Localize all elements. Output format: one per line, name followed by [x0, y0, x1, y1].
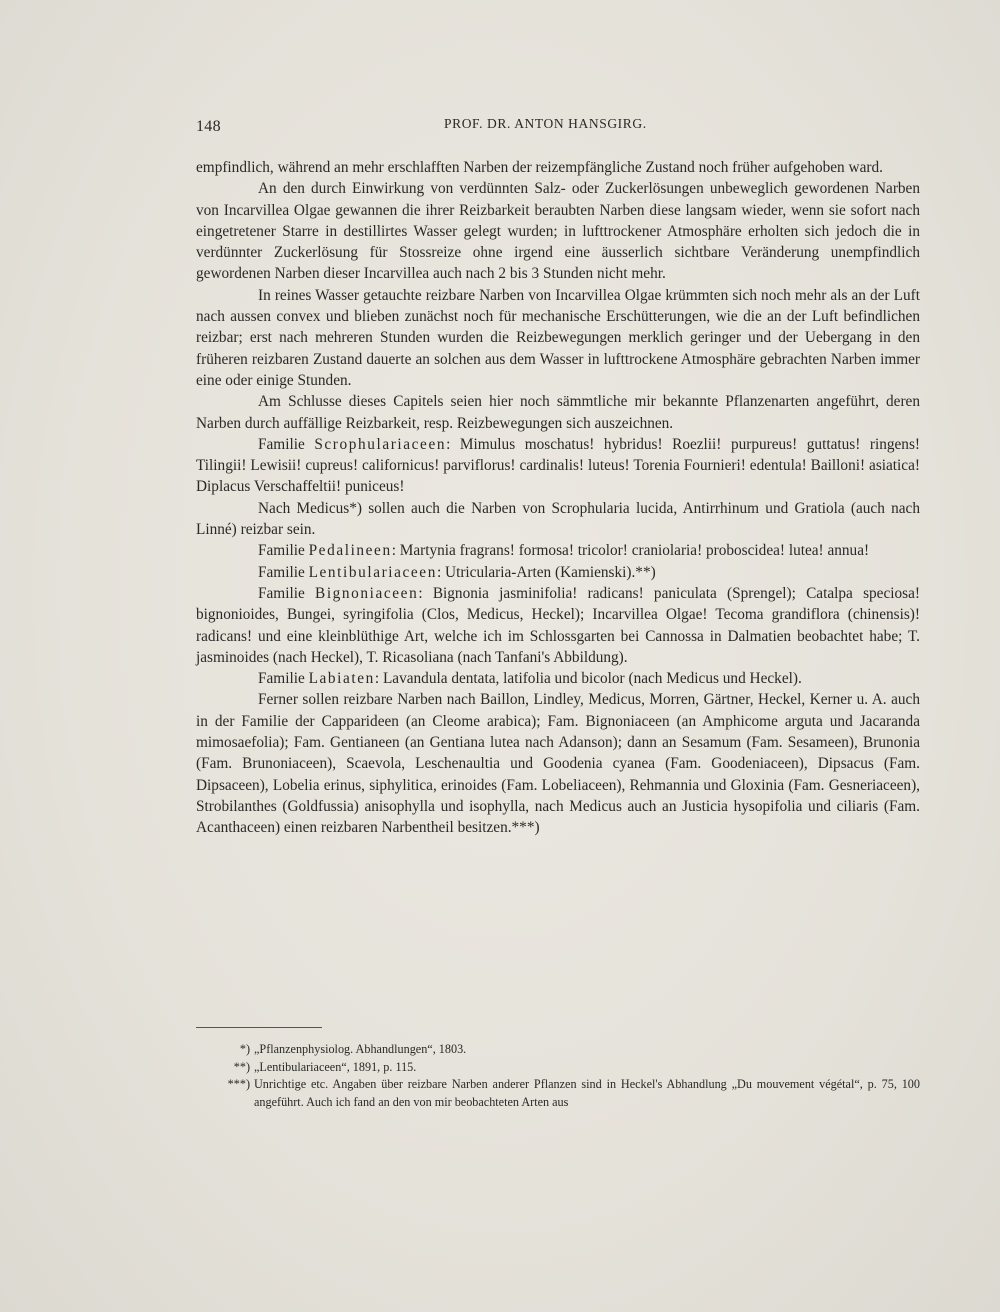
family-species: : Bignonia jasminifolia! radicans! paniculata (Sprengel); Catalpa speciosa! bignonioides, Bungei, syringifolia (Clos, Medicus, Heckel); Incarvillea Olgae! Tecoma grandiflora (chinensis)! radicans! und eine kleinblüthige Art, welche ich im Schlossgarten bei Cannossa in Dalmatien beobachtet habe; T. jasminoides (nach Heckel), T. Ricasoliana (nach Tanfani's Abbildung). [196, 584, 920, 666]
family-species: : Lavandula dentata, latifolia und bicolor (nach Medicus und Heckel). [374, 670, 802, 688]
family-entry-bignoniaceen [196, 583, 920, 668]
footnote [196, 1059, 920, 1077]
footnote-text: „Pflanzenphysiolog. Abhandlungen“, 1803. [254, 1042, 467, 1056]
paragraph: In reines Wasser getauchte reizbare Narben von Incarvillea Olgae krümmten sich noch mehr als an der Luft nach aussen convex und blieben zunächst noch für mechanische Erschütterungen, wie die an der Luft befindlichen reizbar; erst nach mehreren Stunden wurden die Reizbewegungen merklich geringer und der Uebergang in den früheren reizbaren Zustand dauerte an solchen aus dem Wasser in lufttrockene Atmosphäre gebrachten Narben immer eine oder einige Stunden. [196, 286, 920, 389]
family-name: Pedalineen [308, 542, 392, 560]
family-label: Familie [258, 670, 305, 688]
family-species: : Utricularia-Arten (Kamienski).**) [436, 563, 656, 581]
footnote [196, 1041, 920, 1059]
running-head: PROF. DR. ANTON HANSGIRG. [444, 116, 647, 131]
footnote-text: „Lentibulariaceen“, 1891, p. 115. [254, 1059, 417, 1074]
paragraph: Am Schlusse dieses Capitels seien hier noch sämmtliche mir bekannte Pflanzenarten angeführt, deren Narben durch auffällige Reizbarkeit, resp. Reizbewegungen sich auszeichnen. [196, 393, 920, 432]
footnote-mark: ***) [227, 1077, 250, 1091]
page-header [196, 116, 920, 138]
family-label: Familie [258, 435, 305, 453]
family-label: Familie [258, 542, 305, 560]
page-number: 148 [196, 118, 221, 135]
family-name: Scrophulariaceen [314, 435, 447, 453]
footnote-mark: **) [233, 1059, 250, 1074]
family-name: Labiaten [308, 670, 375, 688]
family-entry-scrophulariaceen [196, 434, 920, 498]
family-entry-labiaten [196, 668, 920, 689]
footnotes [196, 1041, 920, 1111]
footnote [196, 1076, 920, 1111]
footnote-mark: *) [239, 1042, 250, 1056]
medicus-note: Nach Medicus*) sollen auch die Narben von Scrophularia lucida, Antirrhinum und Gratiola (auch nach Linné) reizbar sein. [196, 499, 920, 539]
paragraph: empfindlich, während an mehr erschlafften Narben der reizempfängliche Zustand noch früher aufgehoben ward. [196, 159, 883, 176]
family-label: Familie [258, 563, 305, 581]
footnote-divider [196, 1027, 322, 1028]
family-name: Lentibulariaceen [308, 563, 437, 581]
body-text [196, 157, 920, 839]
family-entry-lentibulariaceen [196, 562, 920, 583]
family-name: Bignoniaceen [315, 584, 419, 602]
family-species: : Martynia fragrans! formosa! tricolor! craniolaria! proboscidea! lutea! annua! [391, 542, 870, 560]
closing-paragraph: Ferner sollen reizbare Narben nach Baillon, Lindley, Medicus, Morren, Gärtner, Heckel, Kerner u. A. auch in der Familie der Capparideen (an Cleome arabica); Fam. Bignoniaceen (an Amphicome arguta und Jacaranda mimosaefolia); Fam. Gentianeen (an Gentiana lutea nach Adanson); dann an Sesamum (Fam. Sesameen), Brunonia (Fam. Brunoniaceen), Scaevola, Leschenaultia und Goodenia cyanea (Fam. Goodeniaceen), Dipsacus (Fam. Dipsaceen), Lobelia erinus, siphylitica, erinoides (Fam. Lobeliaceen), Rehmannia und Gloxinia (Fam. Gesneriaceen), Strobilanthes (Goldfussia) anisophylla und isophylla, nach Medicus auch an Justicia hysopifolia und ciliaris (Fam. Acanthaceen) einen reizbaren Narbentheil besitzen.***) [196, 691, 920, 837]
family-species: : Mimulus moschatus! hybridus! Roezlii! purpureus! guttatus! ringens! Tilingii! Lewisii! cupreus! californicus! parviflorus! cardinalis! luteus! Torenia Fournieri! edentula! Bailloni! asiatica! Diplacus Verschaffeltii! puniceus! [196, 435, 920, 496]
family-entry-pedalineen [196, 540, 920, 561]
paragraph: An den durch Einwirkung von verdünnten Salz- oder Zuckerlösungen unbeweglich gewordenen Narben von Incarvillea Olgae gewannen die ihrer Reizbarkeit beraubten Narben diese langsam wieder, wenn sie sofort nach eingetretener Starre in destillirtes Wasser gelegt wurden; in lufttrockener Atmosphäre erholten sich jedoch die in verdünnter Zuckerlösung für Stossreize ohne irgend eine äusserlich sichtbare Veränderung unempfindlich gewordenen Narben dieser Incarvillea auch nach 2 bis 3 Stunden nicht mehr. [196, 180, 920, 283]
footnote-text: Unrichtige etc. Angaben über reizbare Narben anderer Pflanzen sind in Heckel's Abhandlung „Du mouvement végétal“, p. 75, 100 angeführt. Auch ich fand an den von mir beobachteten Arten aus [254, 1077, 920, 1109]
family-label: Familie [258, 584, 305, 602]
